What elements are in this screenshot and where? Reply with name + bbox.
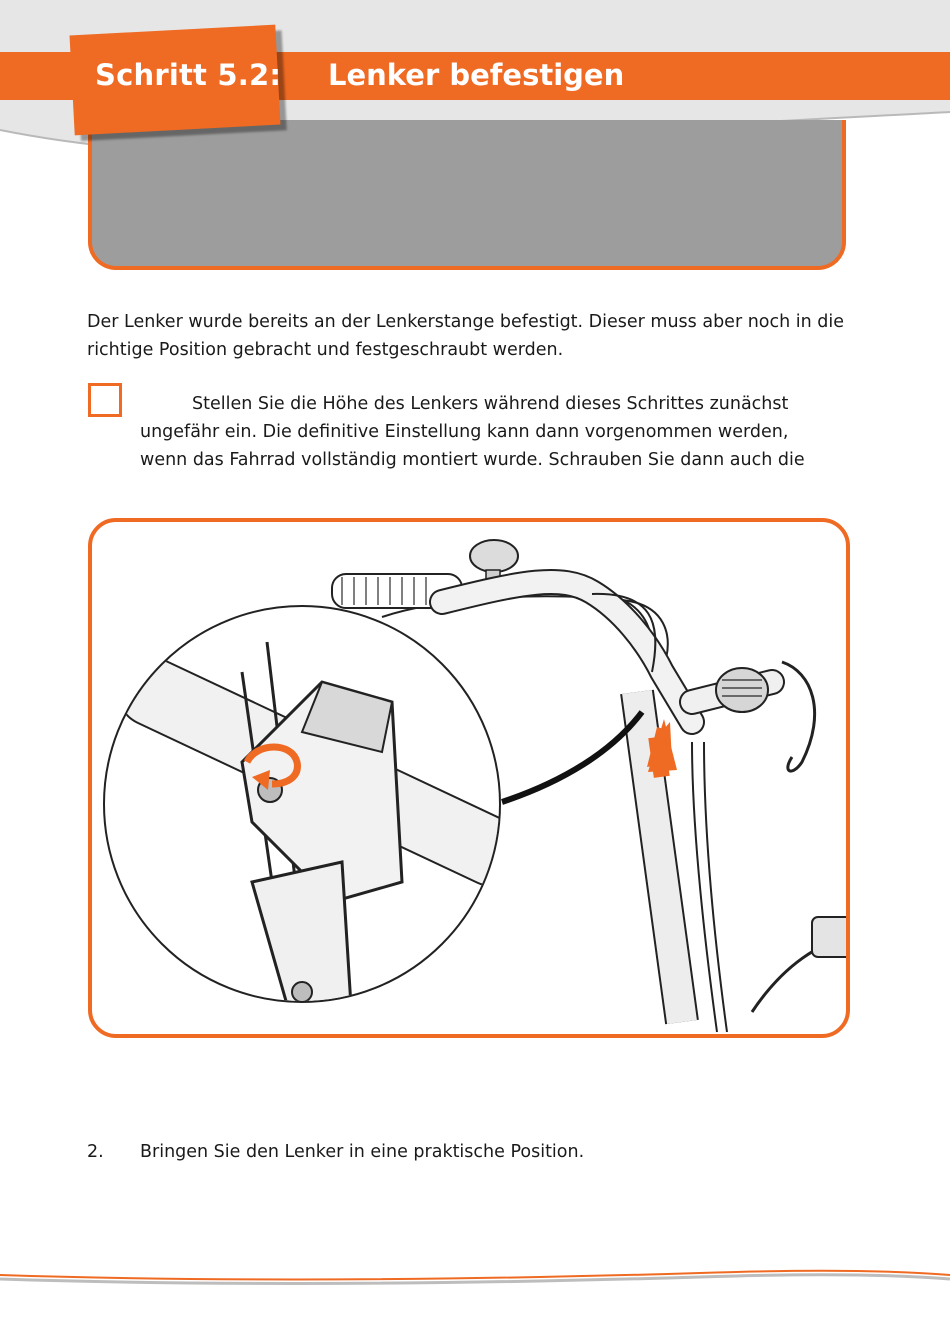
step-label: Schritt 5.2: bbox=[95, 58, 282, 92]
page-title: Lenker befestigen bbox=[328, 58, 625, 92]
intro-paragraph: Der Lenker wurde bereits an der Lenkerstange befestigt. Dieser muss aber noch in die richtige Position gebracht und festgeschraubt werden. bbox=[87, 312, 845, 360]
handlebar-illustration bbox=[88, 518, 850, 1038]
detail-zoom-circle bbox=[104, 606, 500, 1022]
note-paragraph: Stellen Sie die Höhe des Lenkers während dieses Schrittes zunächst ungefähr ein. Die definitive Einstellung kann dann vorgenommen werden, wenn das Fahrrad vollständig montiert wurde. Schrauben Sie dann auch die bbox=[140, 394, 805, 470]
gear-shifter-icon bbox=[716, 668, 768, 712]
list-text: Bringen Sie den Lenker in eine praktische Position. bbox=[140, 1142, 585, 1162]
list-number: 2. bbox=[87, 1142, 104, 1162]
grey-info-box bbox=[88, 120, 846, 270]
footer-divider bbox=[0, 1255, 950, 1295]
checkbox[interactable] bbox=[88, 383, 122, 417]
